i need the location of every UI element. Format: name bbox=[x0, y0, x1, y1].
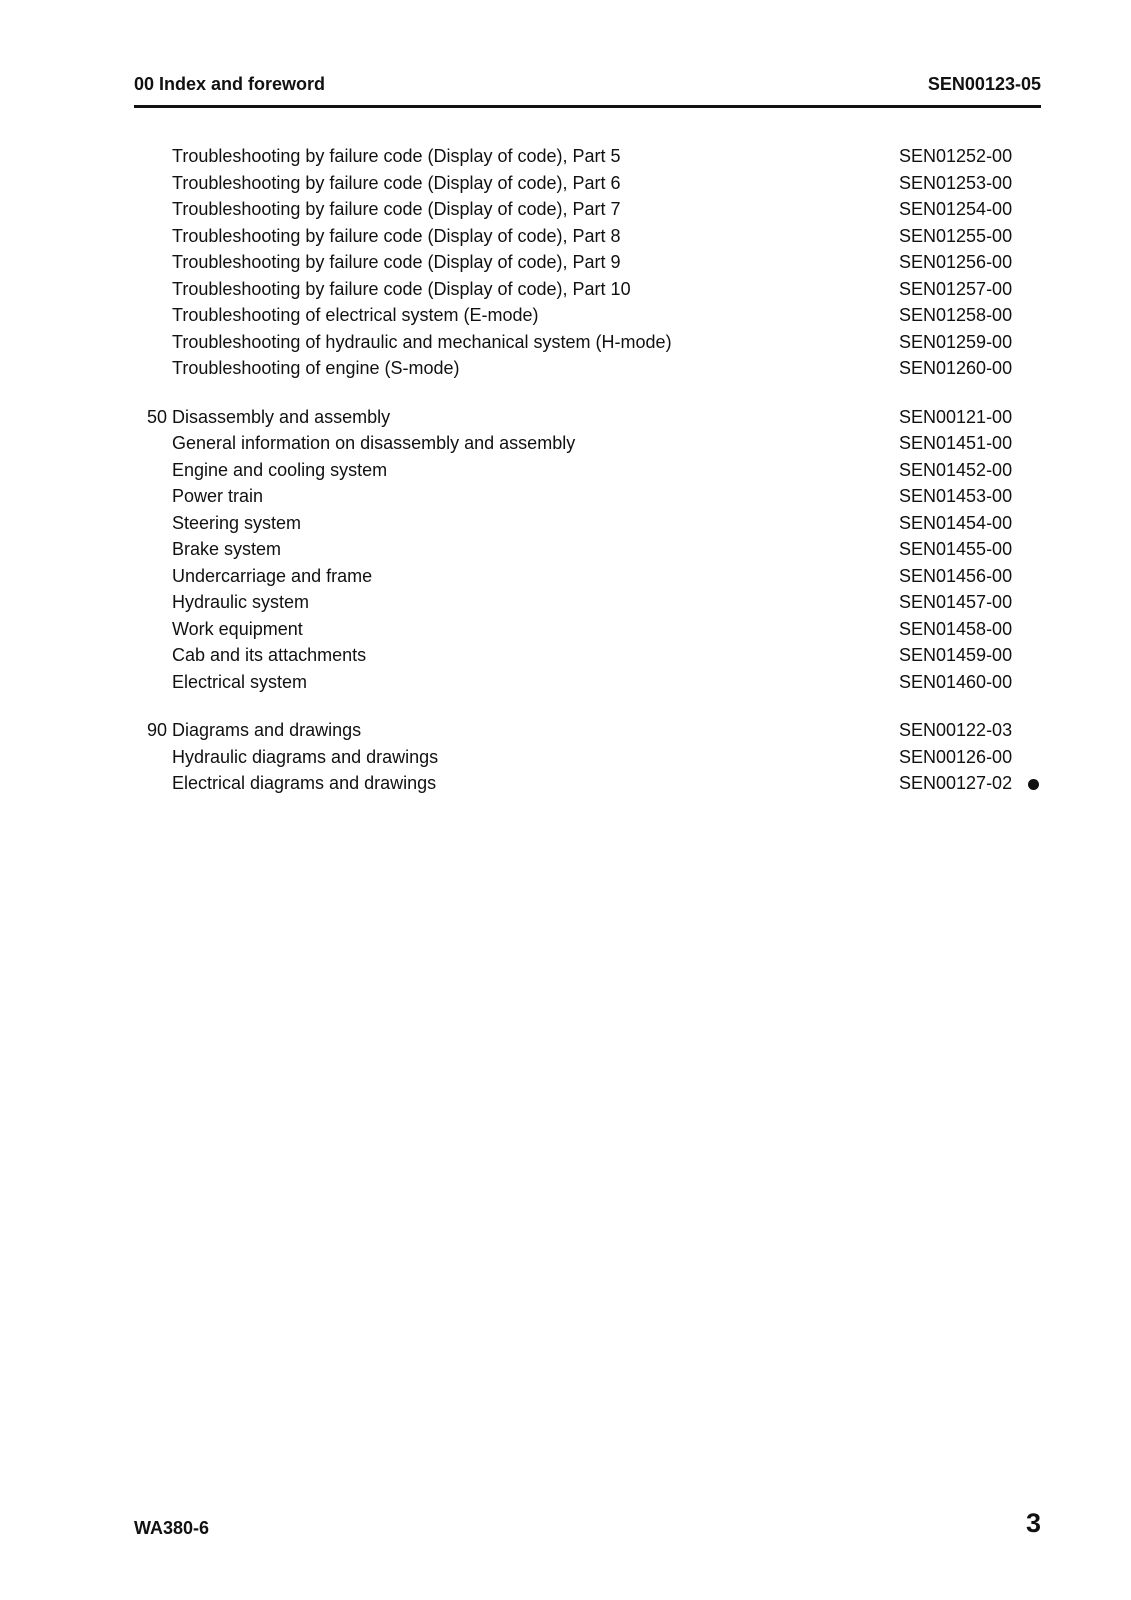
toc-group bbox=[134, 717, 1041, 797]
toc-entry-code: SEN01453-00 bbox=[899, 486, 1013, 506]
toc-entry-code: SEN01459-00 bbox=[899, 645, 1013, 665]
toc-entry-row bbox=[134, 669, 1041, 696]
header-section-title: 00 Index and foreword bbox=[134, 74, 326, 94]
toc-entry-title: Steering system bbox=[172, 512, 302, 533]
toc-entry-row bbox=[134, 430, 1041, 457]
toc-entry-row bbox=[134, 249, 1041, 276]
toc-entry-code: SEN00122-03 bbox=[899, 720, 1013, 740]
footer-page-number: 3 bbox=[1025, 1508, 1041, 1538]
toc-entry-title: Troubleshooting by failure code (Display of code), Part 5 bbox=[172, 146, 621, 166]
toc-entry-code: SEN01258-00 bbox=[899, 305, 1013, 325]
toc-entry-row bbox=[134, 563, 1041, 590]
toc-entry-code: SEN01254-00 bbox=[899, 199, 1013, 219]
toc-entry-title: Electrical diagrams and drawings bbox=[172, 773, 437, 793]
toc-entry-title: Troubleshooting by failure code (Display of code), Part 10 bbox=[172, 278, 631, 299]
table-of-contents bbox=[134, 143, 1041, 797]
toc-entry-code: SEN01259-00 bbox=[899, 331, 1013, 352]
toc-entry-row bbox=[134, 355, 1041, 382]
page-header bbox=[134, 74, 1041, 98]
toc-entry-code: SEN01452-00 bbox=[899, 459, 1013, 480]
toc-section-row bbox=[134, 404, 1041, 431]
toc-entry-row bbox=[134, 329, 1041, 356]
toc-group bbox=[134, 143, 1041, 382]
toc-entry-row bbox=[134, 143, 1041, 170]
toc-entry-title: Work equipment bbox=[172, 618, 303, 639]
toc-entry-code: SEN01455-00 bbox=[899, 539, 1013, 559]
toc-entry-code: SEN01454-00 bbox=[899, 512, 1013, 533]
toc-entry-row bbox=[134, 196, 1041, 223]
toc-entry-row bbox=[134, 223, 1041, 250]
toc-entry-row bbox=[134, 744, 1041, 771]
toc-entry-title: Troubleshooting of hydraulic and mechanical system (H-mode) bbox=[172, 331, 672, 352]
toc-entry-row bbox=[134, 510, 1041, 537]
toc-entry-code: SEN01260-00 bbox=[899, 358, 1013, 378]
toc-entry-code: SEN01257-00 bbox=[899, 278, 1013, 299]
toc-entry-title: Troubleshooting by failure code (Display of code), Part 9 bbox=[172, 252, 621, 272]
toc-entry-row bbox=[134, 616, 1041, 643]
header-divider bbox=[134, 105, 1041, 108]
toc-entry-title: Troubleshooting by failure code (Display of code), Part 7 bbox=[172, 199, 621, 219]
page-footer bbox=[134, 1508, 1041, 1544]
toc-entry-row bbox=[134, 589, 1041, 616]
header-document-code: SEN00123-05 bbox=[927, 74, 1041, 94]
toc-entry-code: SEN01460-00 bbox=[899, 671, 1013, 692]
toc-entry-code: SEN00121-00 bbox=[899, 406, 1013, 427]
toc-entry-title: Hydraulic system bbox=[172, 592, 310, 612]
toc-entry-row bbox=[134, 483, 1041, 510]
toc-entry-row bbox=[134, 457, 1041, 484]
toc-entry-code: SEN01255-00 bbox=[899, 225, 1013, 246]
toc-entry-code: SEN00126-00 bbox=[899, 746, 1013, 767]
toc-entry-title: Troubleshooting by failure code (Display of code), Part 8 bbox=[172, 225, 621, 246]
revision-marker-dot-icon bbox=[1028, 779, 1039, 790]
toc-entry-code: SEN01451-00 bbox=[899, 433, 1013, 453]
toc-entry-row bbox=[134, 536, 1041, 563]
toc-entry-code: SEN01256-00 bbox=[899, 252, 1013, 272]
toc-entry-code: SEN01457-00 bbox=[899, 592, 1013, 612]
toc-entry-title: Brake system bbox=[172, 539, 282, 559]
toc-entry-title: Electrical system bbox=[172, 671, 308, 692]
toc-entry-code: SEN01252-00 bbox=[899, 146, 1013, 166]
toc-entry-title: Cab and its attachments bbox=[172, 645, 367, 665]
toc-entry-title: Troubleshooting of electrical system (E-mode) bbox=[172, 305, 539, 325]
toc-entry-code: SEN01458-00 bbox=[899, 618, 1013, 639]
toc-entry-code: SEN00127-02 bbox=[899, 773, 1013, 793]
toc-entry-row bbox=[134, 302, 1041, 329]
toc-entry-title: Power train bbox=[172, 486, 264, 506]
toc-entry-title: Undercarriage and frame bbox=[172, 565, 373, 586]
toc-entry-title: Hydraulic diagrams and drawings bbox=[172, 746, 439, 767]
toc-entry-title: General information on disassembly and assembly bbox=[172, 433, 576, 453]
toc-entry-row bbox=[134, 276, 1041, 303]
toc-entry-title: 90 Diagrams and drawings bbox=[147, 720, 362, 740]
toc-entry-row bbox=[134, 642, 1041, 669]
toc-entry-title: Engine and cooling system bbox=[172, 459, 388, 480]
toc-entry-code: SEN01253-00 bbox=[899, 172, 1013, 193]
toc-group bbox=[134, 404, 1041, 696]
toc-entry-title: Troubleshooting of engine (S-mode) bbox=[172, 358, 460, 378]
toc-entry-title: Troubleshooting by failure code (Display of code), Part 6 bbox=[172, 172, 621, 193]
toc-entry-code: SEN01456-00 bbox=[899, 565, 1013, 586]
toc-entry-row bbox=[134, 170, 1041, 197]
toc-entry-title: 50 Disassembly and assembly bbox=[147, 406, 391, 427]
toc-section-row bbox=[134, 717, 1041, 744]
toc-entry-row bbox=[134, 770, 1041, 797]
footer-model: WA380-6 bbox=[134, 1518, 210, 1538]
